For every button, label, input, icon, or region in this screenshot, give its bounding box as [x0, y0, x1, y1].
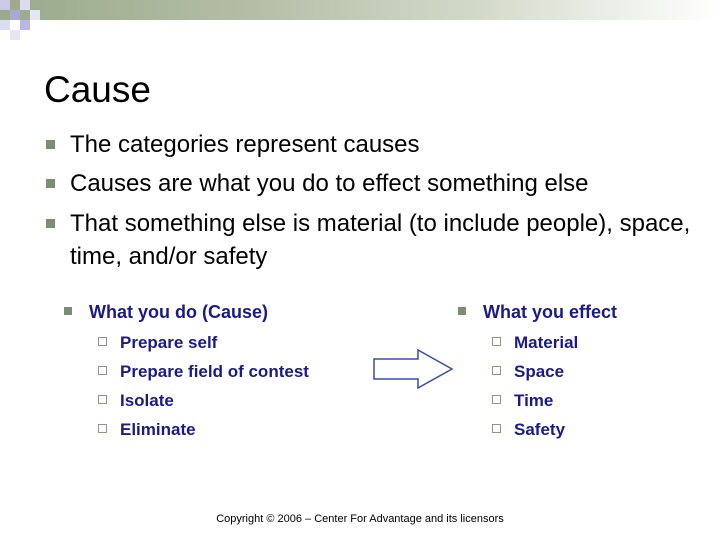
copyright-footer: Copyright © 2006 – Center For Advantage and its licensors [216, 513, 504, 525]
effect-heading [458, 298, 617, 326]
cause-list [64, 328, 309, 444]
effect-item [458, 386, 617, 415]
effect-list [458, 328, 617, 444]
bullet-text: That something else is material (to include people), space, time, and/or safety [70, 210, 691, 270]
effect-item [458, 415, 617, 444]
effect-item-text: Space [514, 362, 565, 381]
cause-item-text: Eliminate [120, 420, 196, 439]
cause-item-text: Prepare self [120, 333, 218, 352]
cause-column [64, 298, 309, 444]
cause-item [64, 328, 309, 357]
bullet-item [44, 167, 704, 200]
cause-heading-text: What you do (Cause) [89, 302, 268, 322]
effect-heading-text: What you effect [483, 302, 618, 322]
cause-item [64, 415, 309, 444]
square-bullet-icon [46, 179, 55, 188]
effect-item-text: Material [514, 333, 579, 352]
hollow-square-icon [492, 424, 501, 433]
hollow-square-icon [492, 395, 501, 404]
square-bullet-icon [458, 307, 466, 315]
effect-item [458, 328, 617, 357]
slide-title: Cause [44, 69, 151, 110]
bullet-item [44, 207, 704, 273]
effect-item-text: Time [514, 391, 554, 410]
hollow-square-icon [98, 366, 107, 375]
cause-item [64, 386, 309, 415]
bullet-text: Causes are what you do to effect something else [70, 170, 589, 197]
main-bullet-list [44, 128, 704, 280]
right-arrow-icon [372, 348, 454, 390]
hollow-square-icon [98, 337, 107, 346]
bullet-item [44, 128, 704, 161]
cause-item-text: Isolate [120, 391, 174, 410]
square-bullet-icon [64, 307, 72, 315]
cause-item [64, 357, 309, 386]
cause-heading [64, 298, 309, 326]
square-bullet-icon [46, 140, 55, 149]
hollow-square-icon [492, 337, 501, 346]
corner-decoration [0, 0, 48, 48]
effect-item [458, 357, 617, 386]
hollow-square-icon [98, 424, 107, 433]
effect-item-text: Safety [514, 420, 566, 439]
header-band [0, 0, 720, 20]
hollow-square-icon [98, 395, 107, 404]
bullet-text: The categories represent causes [70, 131, 420, 158]
hollow-square-icon [492, 366, 501, 375]
cause-item-text: Prepare field of contest [120, 362, 309, 381]
effect-column [458, 298, 617, 444]
square-bullet-icon [46, 219, 55, 228]
